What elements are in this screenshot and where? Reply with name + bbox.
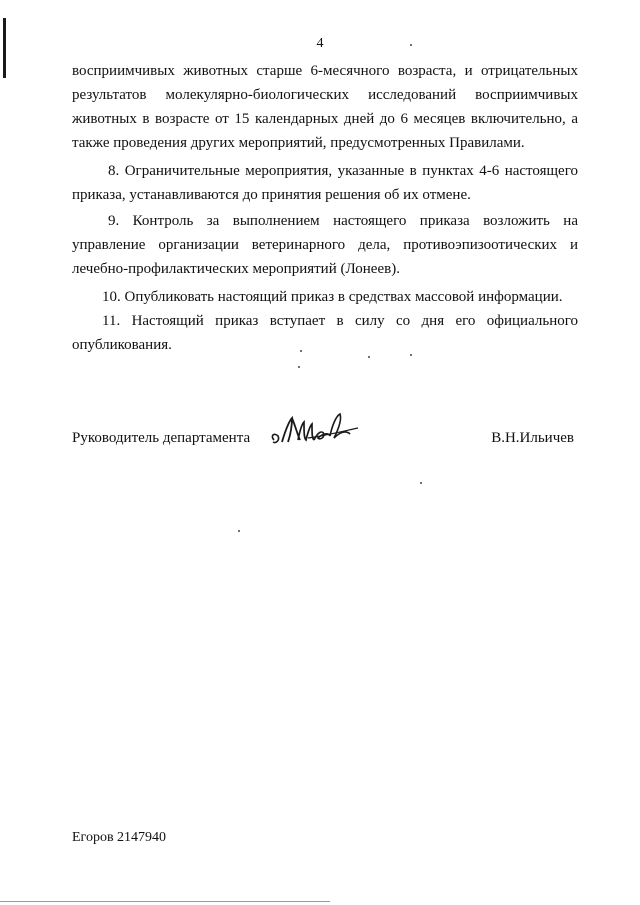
handwritten-signature bbox=[268, 410, 360, 452]
text-line: восприимчивых животных старше 6-месячного возраста, и отрицательных bbox=[72, 63, 578, 79]
signatory-name: В.Н.Ильичев bbox=[491, 430, 574, 446]
text-line: результатов молекулярно-биологических исследований восприимчивых bbox=[72, 87, 578, 103]
author-note: Егоров 2147940 bbox=[72, 830, 167, 845]
scan-speck bbox=[410, 44, 412, 46]
scan-speck bbox=[420, 482, 422, 484]
text-line: животных в возрасте от 15 календарных дней до 6 месяцев включительно, а bbox=[72, 111, 578, 127]
paragraph-11-line: 11. Настоящий приказ вступает в силу со дня его официального bbox=[102, 313, 578, 329]
scan-speck bbox=[410, 354, 412, 356]
page-number: 4 bbox=[316, 36, 324, 51]
paragraph-8-line: 8. Ограничительные мероприятия, указанные в пунктах 4-6 настоящего bbox=[108, 163, 578, 179]
paragraph-8-line: приказа, устанавливаются до принятия решения об их отмене. bbox=[72, 187, 471, 203]
text-line: также проведения других мероприятий, предусмотренных Правилами. bbox=[72, 135, 525, 151]
paragraph-10-line: 10. Опубликовать настоящий приказ в средствах массовой информации. bbox=[102, 289, 563, 305]
scan-bottom-line bbox=[0, 901, 330, 902]
scan-speck bbox=[238, 530, 240, 532]
scan-speck bbox=[300, 350, 302, 352]
signatory-title: Руководитель департамента bbox=[72, 430, 251, 446]
scan-speck bbox=[298, 366, 300, 368]
paragraph-11-line: опубликования. bbox=[72, 337, 172, 353]
paragraph-9-line: управление организации ветеринарного дела, противоэпизоотических и bbox=[72, 237, 578, 253]
paragraph-9-line: лечебно-профилактических мероприятий (Лонеев). bbox=[72, 261, 400, 277]
paragraph-9-line: 9. Контроль за выполнением настоящего приказа возложить на bbox=[108, 213, 578, 229]
scan-speck bbox=[368, 356, 370, 358]
